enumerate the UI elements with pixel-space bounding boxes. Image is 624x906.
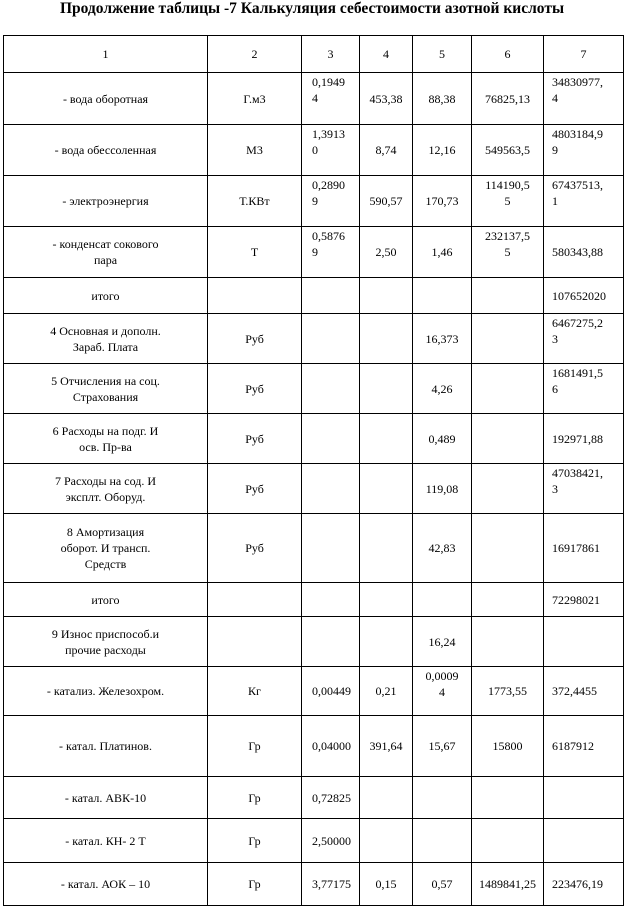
cell-col4 [360,617,413,667]
cell-col7: 6187912 [544,716,624,777]
cell-col3: 0,72825 [302,777,360,819]
cell-col4 [360,364,413,414]
table-row [4,819,624,863]
cell-unit: Руб [208,364,302,414]
cell-col5: 170,73 [413,176,472,227]
cell-unit: Руб [208,464,302,514]
cell-unit: М3 [208,125,302,176]
cell-col7: 67437513, 1 [544,176,624,227]
cell-col3 [302,514,360,583]
cell-col4 [360,314,413,364]
cell-col5: 119,08 [413,464,472,514]
cell-col6 [472,819,544,863]
cell-item-name: итого [4,583,208,617]
column-header-3: 3 [302,36,360,73]
cell-col6: 114190,5 5 [472,176,544,227]
cell-col5: 12,16 [413,125,472,176]
cell-unit [208,617,302,667]
table-row [4,716,624,777]
cell-col7: 372,4455 [544,667,624,716]
cell-col6: 232137,5 5 [472,227,544,278]
cell-col6: 1773,55 [472,667,544,716]
table-row [4,583,624,617]
column-header-1: 1 [4,36,208,73]
table-row [4,227,624,278]
cell-unit: Руб [208,414,302,464]
table-row [4,464,624,514]
cell-item-name: - катал. АОК – 10 [4,863,208,906]
column-header-4: 4 [360,36,413,73]
cell-item-name: - катал. АВК-10 [4,777,208,819]
cell-col4 [360,819,413,863]
cell-col7: 16917861 [544,514,624,583]
table-row [4,514,624,583]
cell-unit: Т [208,227,302,278]
cell-unit: Гр [208,777,302,819]
cell-col7: 6467275,2 3 [544,314,624,364]
table-row [4,667,624,716]
cell-col5: 88,38 [413,73,472,125]
cell-col6 [472,414,544,464]
cell-col6 [472,278,544,314]
cell-unit [208,278,302,314]
cell-col3: 0,2890 9 [302,176,360,227]
cell-col3: 0,1949 4 [302,73,360,125]
column-header-5: 5 [413,36,472,73]
cell-col4 [360,414,413,464]
cell-unit: Руб [208,514,302,583]
table-row [4,278,624,314]
cell-col5: 0,489 [413,414,472,464]
cell-col3 [302,278,360,314]
cell-col7: 1681491,5 6 [544,364,624,414]
cell-item-name: - катал. Платинов. [4,716,208,777]
cell-col4 [360,583,413,617]
cell-col5 [413,583,472,617]
cell-col4: 8,74 [360,125,413,176]
cell-col6 [472,464,544,514]
cell-col7 [544,777,624,819]
cell-col7: 72298021 [544,583,624,617]
cell-unit [208,583,302,617]
table-row [4,617,624,667]
cell-col4: 2,50 [360,227,413,278]
cell-item-name: - электроэнергия [4,176,208,227]
table-row [4,364,624,414]
cell-unit: Г.м3 [208,73,302,125]
cell-col5: 4,26 [413,364,472,414]
cell-col7: 192971,88 [544,414,624,464]
cell-item-name: - вода оборотная [4,73,208,125]
cell-col5 [413,278,472,314]
cell-col5: 42,83 [413,514,472,583]
cell-item-name: - катализ. Железохром. [4,667,208,716]
cell-col4 [360,514,413,583]
cell-col7: 223476,19 [544,863,624,906]
cell-col3 [302,464,360,514]
table-header-row [4,36,624,73]
column-header-2: 2 [208,36,302,73]
cell-item-name: 4 Основная и дополн. Зараб. Плата [4,314,208,364]
cell-col4: 0,15 [360,863,413,906]
cell-col3: 1,3913 0 [302,125,360,176]
cell-col6: 15800 [472,716,544,777]
table-row [4,314,624,364]
cell-col6: 1489841,25 [472,863,544,906]
cell-col6: 76825,13 [472,73,544,125]
cell-col3 [302,314,360,364]
cell-col6 [472,514,544,583]
cell-col3: 3,77175 [302,863,360,906]
cell-col3 [302,364,360,414]
cell-unit: Кг [208,667,302,716]
cell-col6 [472,314,544,364]
cell-col6 [472,617,544,667]
cell-col5: 15,67 [413,716,472,777]
cell-col3: 0,5876 9 [302,227,360,278]
cell-col3: 0,00449 [302,667,360,716]
column-header-7: 7 [544,36,624,73]
cell-col3: 0,04000 [302,716,360,777]
cell-col4 [360,777,413,819]
cell-col7 [544,819,624,863]
cell-col4: 590,57 [360,176,413,227]
cell-col7 [544,617,624,667]
cell-col6: 549563,5 [472,125,544,176]
cell-col5 [413,777,472,819]
cell-col5: 1,46 [413,227,472,278]
table-row [4,73,624,125]
cost-calculation-table [3,35,624,906]
table-row [4,777,624,819]
cell-item-name: - конденсат сокового пара [4,227,208,278]
cell-col4: 0,21 [360,667,413,716]
cell-col3: 2,50000 [302,819,360,863]
cell-col5: 0,57 [413,863,472,906]
cell-col6 [472,583,544,617]
cell-col5: 0,0009 4 [413,667,472,716]
cell-item-name: 9 Износ приспособ.и прочие расходы [4,617,208,667]
cell-col3 [302,414,360,464]
cell-col6 [472,777,544,819]
cell-col5 [413,819,472,863]
cell-col3 [302,617,360,667]
cell-col4: 453,38 [360,73,413,125]
table-row [4,863,624,906]
cell-col6 [472,364,544,414]
cell-col7: 107652020 [544,278,624,314]
cell-item-name: - катал. КН- 2 Т [4,819,208,863]
cell-unit: Т.КВт [208,176,302,227]
cell-col7: 4803184,9 9 [544,125,624,176]
cell-item-name: 5 Отчисления на соц. Страхования [4,364,208,414]
cell-item-name: - вода обессоленная [4,125,208,176]
cell-item-name: 7 Расходы на сод. И эксплт. Оборуд. [4,464,208,514]
cell-col4 [360,464,413,514]
cell-item-name: итого [4,278,208,314]
cell-col4: 391,64 [360,716,413,777]
cell-col7: 34830977, 4 [544,73,624,125]
cell-col7: 47038421, 3 [544,464,624,514]
cell-item-name: 6 Расходы на подг. И осв. Пр-ва [4,414,208,464]
cell-unit: Гр [208,863,302,906]
cell-unit: Гр [208,716,302,777]
cell-col5: 16,24 [413,617,472,667]
table-row [4,414,624,464]
column-header-6: 6 [472,36,544,73]
cell-col7: 580343,88 [544,227,624,278]
cell-col4 [360,278,413,314]
cell-unit: Гр [208,819,302,863]
cell-col5: 16,373 [413,314,472,364]
table-row [4,125,624,176]
table-caption: Продолжение таблицы -7 Калькуляция себестоимости азотной кислоты [59,0,565,17]
cell-col3 [302,583,360,617]
table-row [4,176,624,227]
cell-item-name: 8 Амортизация оборот. И трансп. Средств [4,514,208,583]
cell-unit: Руб [208,314,302,364]
